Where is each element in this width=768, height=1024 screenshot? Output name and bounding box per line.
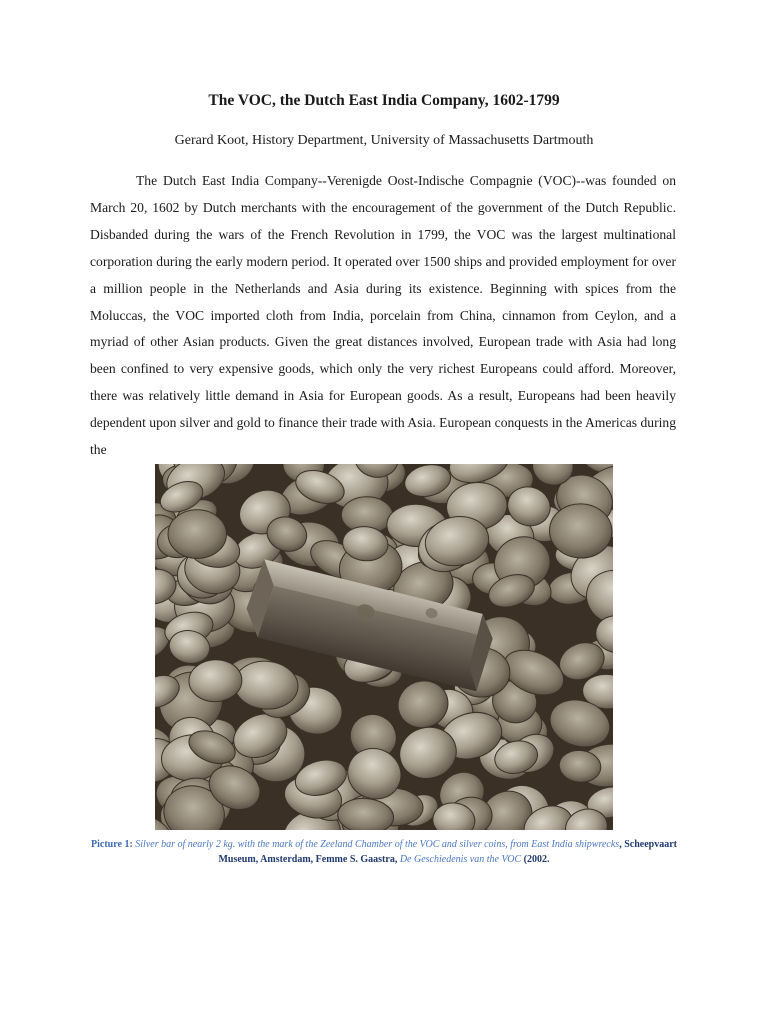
caption-book-title: De Geschiedenis van the VOC <box>399 854 522 865</box>
caption-year: (2002. <box>521 854 550 865</box>
caption-label: Picture 1: <box>91 839 133 850</box>
silver-bar-coins-photo <box>155 464 613 830</box>
silver-coin <box>168 509 227 559</box>
figure-caption <box>90 837 678 867</box>
author-line: Gerard Koot, History Department, University of Massachusetts Dartmouth <box>174 133 594 148</box>
document-title: The VOC, the Dutch East India Company, 1602-1799 <box>208 92 560 109</box>
body-paragraph: The Dutch East India Company--Verenigde Oost-Indische Compagnie (VOC)--was founded on March 20, 1602 by Dutch merchants with the encouragement of the government of the Dutch Republic. Disbanded during the wars of the French Revolution in 1799, the VOC was the largest multinational corporation during the early modern period. It operated over 1500 ships and provided employment for over a million people in the Netherlands and Asia during its existence. Beginning with spices from the Moluccas, the VOC imported cloth from India, porcelain from China, cinnamon from Ceylon, and a myriad of other Asian products. Given the great distances involved, European trade with Asia had long been confined to very expensive goods, which only the very richest Europeans could afford. Moreover, there was relatively little demand in Asia for European goods. As a result, Europeans had been heavily dependent upon silver and gold to finance their trade with Asia. European conquests in the Americas during the <box>90 173 676 458</box>
caption-description: Silver bar of nearly 2 kg. with the mark of the Zeeland Chamber of the VOC and silver coins, from East India shipwrecks <box>135 839 620 850</box>
caption-source: , Scheepvaart Museum, Amsterdam, Femme S. Gaastra, <box>218 839 677 865</box>
